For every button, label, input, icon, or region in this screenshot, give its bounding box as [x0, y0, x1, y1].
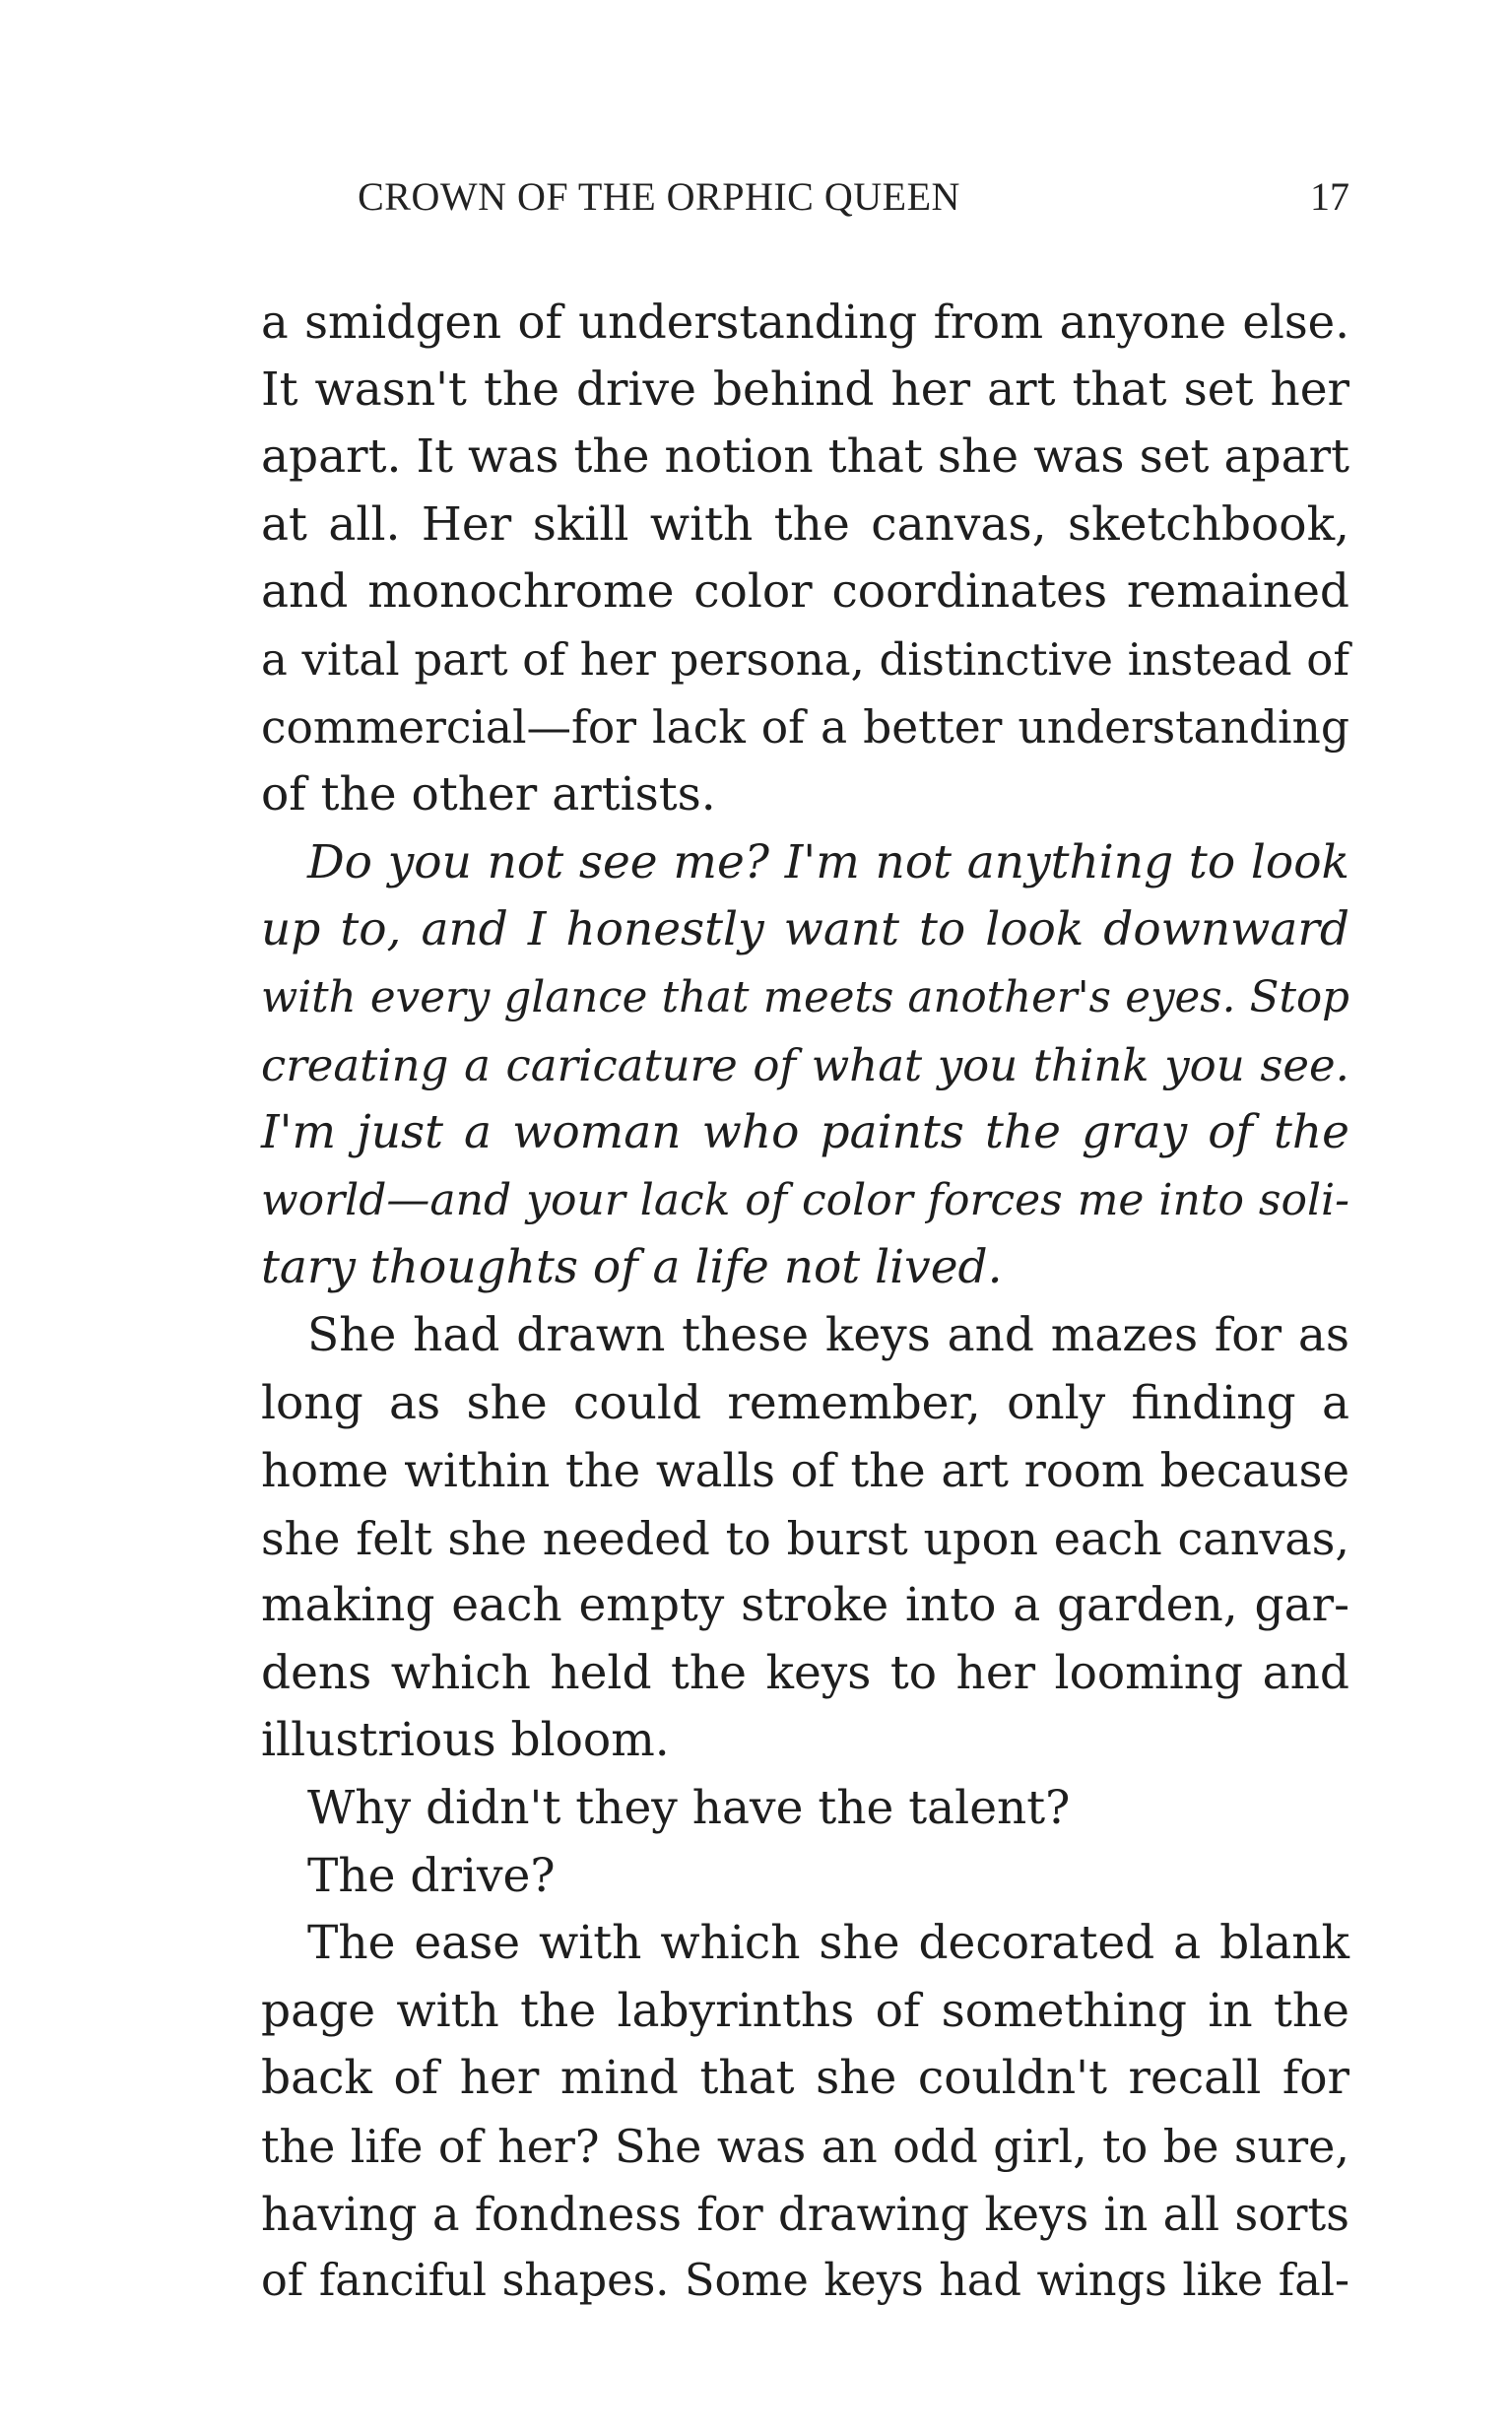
text-line: of fanciful shapes. Some keys had wings like fal-	[261, 2256, 1349, 2307]
text-line: a vital part of her persona, distinctive instead of	[261, 632, 1349, 686]
text-line: having a fondness for drawing keys in all sorts	[261, 2187, 1349, 2241]
page-number: 17	[1310, 174, 1349, 219]
text-line: and monochrome color coordinates remained	[261, 564, 1349, 620]
text-line: making each empty stroke into a garden, gar-	[261, 1578, 1349, 1633]
text-line: a smidgen of understanding from anyone else.	[261, 296, 1349, 349]
text-line: It wasn't the drive behind her art that set her	[261, 362, 1349, 417]
text-line: illustrious bloom.	[261, 1713, 670, 1768]
text-line: the life of her? She was an odd girl, to be sure,	[261, 2120, 1349, 2174]
body-text	[261, 289, 1349, 2316]
text-line: with every glance that meets another's eyes. Stop	[261, 972, 1349, 1022]
running-head	[0, 167, 1512, 227]
text-line: at all. Her skill with the canvas, sketchbook,	[261, 496, 1349, 552]
text-line: world—and your lack of color forces me into soli-	[261, 1174, 1349, 1225]
text-line: back of her mind that she couldn't recall for	[261, 2051, 1349, 2106]
text-line: long as she could remember, only finding a	[261, 1375, 1349, 1430]
book-title: CROWN OF THE ORPHIC QUEEN	[358, 174, 960, 219]
text-line: she felt she needed to burst upon each canvas,	[261, 1511, 1349, 1565]
text-line: The drive?	[307, 1848, 556, 1903]
text-line: dens which held the keys to her looming and	[261, 1645, 1349, 1700]
text-line: creating a caricature of what you think you see.	[261, 1038, 1349, 1091]
text-line: I'm just a woman who paints the gray of the	[261, 1105, 1349, 1160]
text-line: apart. It was the notion that she was set apart	[261, 429, 1349, 485]
text-line: tary thoughts of a life not lived.	[261, 1240, 1003, 1295]
text-line: Do you not see me? I'm not anything to look	[307, 834, 1349, 889]
text-line: home within the walls of the art room because	[261, 1444, 1349, 1498]
text-line: Why didn't they have the talent?	[307, 1781, 1071, 1836]
text-line: commercial—for lack of a better understanding	[261, 700, 1349, 754]
text-line: of the other artists.	[261, 767, 716, 822]
text-line: page with the labyrinths of something in the	[261, 1983, 1349, 2038]
text-line: She had drawn these keys and mazes for as	[307, 1307, 1349, 1362]
text-line: The ease with which she decorated a blank	[307, 1916, 1349, 1971]
text-line: up to, and I honestly want to look downward	[261, 902, 1349, 957]
